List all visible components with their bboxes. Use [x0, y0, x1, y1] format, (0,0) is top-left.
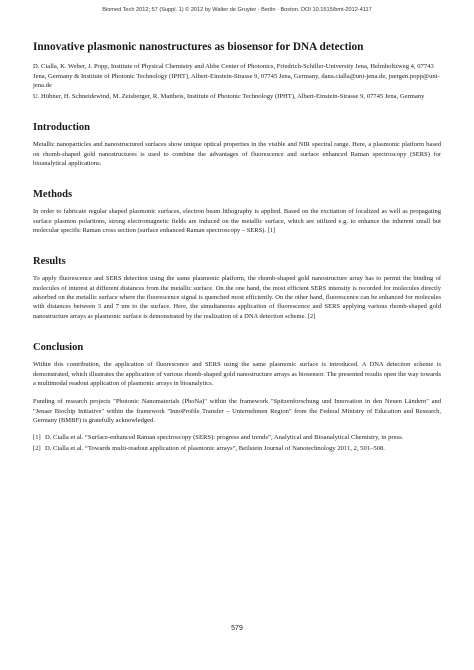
paper-title: Innovative plasmonic nanostructures as biosensor for DNA detection: [33, 41, 364, 53]
reference-item: [33, 433, 441, 443]
section-text: In order to fabricate regular shaped plasmonic surfaces, electron beam lithography is applied. Based on the excitation of localized as well as propagating surface plasmon polaritons, strong electromagnetic fields are induced on the metallic surface, which are utilized e.g. to enhance the inherent small but molecular specific Raman cross section (surface enhanced Raman spectroscopy – SERS). [1]: [33, 208, 441, 235]
section-methods: [33, 188, 441, 235]
reference-text: D. Cialla et al. “Surface-enhanced Raman spectroscopy (SERS): progress and trends”, Analytical and Bioanalytical Chemistry, in press.: [45, 434, 404, 442]
section-results: [33, 255, 441, 321]
reference-text: D. Cialla et al. “Towards multi-readout application of plasmonic arrays”, Beilstein Journal of Nanotechnology 2011, 2, 501–508.: [45, 444, 385, 452]
author-affiliation-2: U. Hübner, H. Schneidewind, M. Zeisberger, R. Mattheis, Institute of Photonic Technology (IPHT), Albert-Einstein-Strasse 9, 07745 Jena, Germany: [33, 92, 425, 100]
author-affiliation-1: D. Cialla, K. Weber, J. Popp, Institute of Physical Chemistry and Abbe Center of Photonics, Friedrich-Schiller-University Jena, Helmholtzweg 4, 07743 Jena, Germany & Institute of Photonic Technology (IPHT), Albert-Einstein-Strasse 9, 07745 Jena, Germany, dana.cialla@uni-jena.de, juergen.popp@uni-jena.de: [33, 63, 440, 90]
article-body: [33, 40, 441, 454]
reference-item: [33, 444, 441, 454]
section-conclusion: [33, 341, 441, 388]
funding-acknowledgement: Funding of research projects "Photonic Nanomaterials (PhoNa)" within the framework "Spitzenforschung und Innovation in den Neuen Ländern" and "Jenaer Biochip Initiative" within the framework "InnoProfile Transfer – Unternehmen Region" from the Federal Ministry of Education and Research, Germany (BMBF) is gratefully acknowledged.: [33, 398, 441, 424]
running-header: Biomed Tech 2012; 57 (Suppl. 1) © 2012 by Walter de Gruyter · Berlin · Boston. DOI 10.1515/bmt-2012-4117: [102, 7, 372, 13]
author-affiliations: [33, 62, 441, 101]
section-heading: Results: [33, 256, 66, 268]
section-heading: Methods: [33, 189, 73, 201]
section-text: Metallic nanoparticles and nanostructured surfaces show unique optical properties in the visible and NIR spectral range. Here, a plasmonic platform based on rhomb-shaped gold nanostructures is used to combine the advantages of fluorescence and surface enhanced Raman spectroscopy (SERS) for bioanalytical applications.: [33, 141, 441, 168]
reference-list: [33, 433, 441, 453]
section-introduction: [33, 121, 441, 168]
reference-label: [1]: [33, 434, 41, 442]
page-number: 579: [231, 625, 243, 632]
reference-label: [2]: [33, 444, 41, 452]
section-heading: Introduction: [33, 122, 90, 134]
section-text: Within this contribution, the application of fluorescence and SERS using the same plasmonic surface is introduced. A DNA detection scheme is demonstrated, which illustrates the application of various rhomb-shaped gold nanostructure arrays as biosensor. The presented results open the way towards a multimodal readout application of plasmonic arrays in bioanalytics.: [33, 361, 441, 387]
section-heading: Conclusion: [33, 342, 84, 354]
section-text: To apply fluorescence and SERS detection using the same plasmonic platform, the rhomb-shaped gold nanostructure array has to permit the binding of molecules of interest at different distances from the metallic surface. On the one hand, the most efficient SERS intensity is recorded for molecules directly adsorbed on the metallic surface where the fluorescence signal is quenched most efficiently. On the other hand, fluorescence can be enhanced for molecules with distances between 3 and 7 nm to the surface. Here, the simultaneous application of fluorescence and SERS applying various rhomb-shaped gold nanostructure arrays as plasmonic surface is demonstrated by the realization of a DNA detection scheme. [2]: [33, 275, 441, 320]
